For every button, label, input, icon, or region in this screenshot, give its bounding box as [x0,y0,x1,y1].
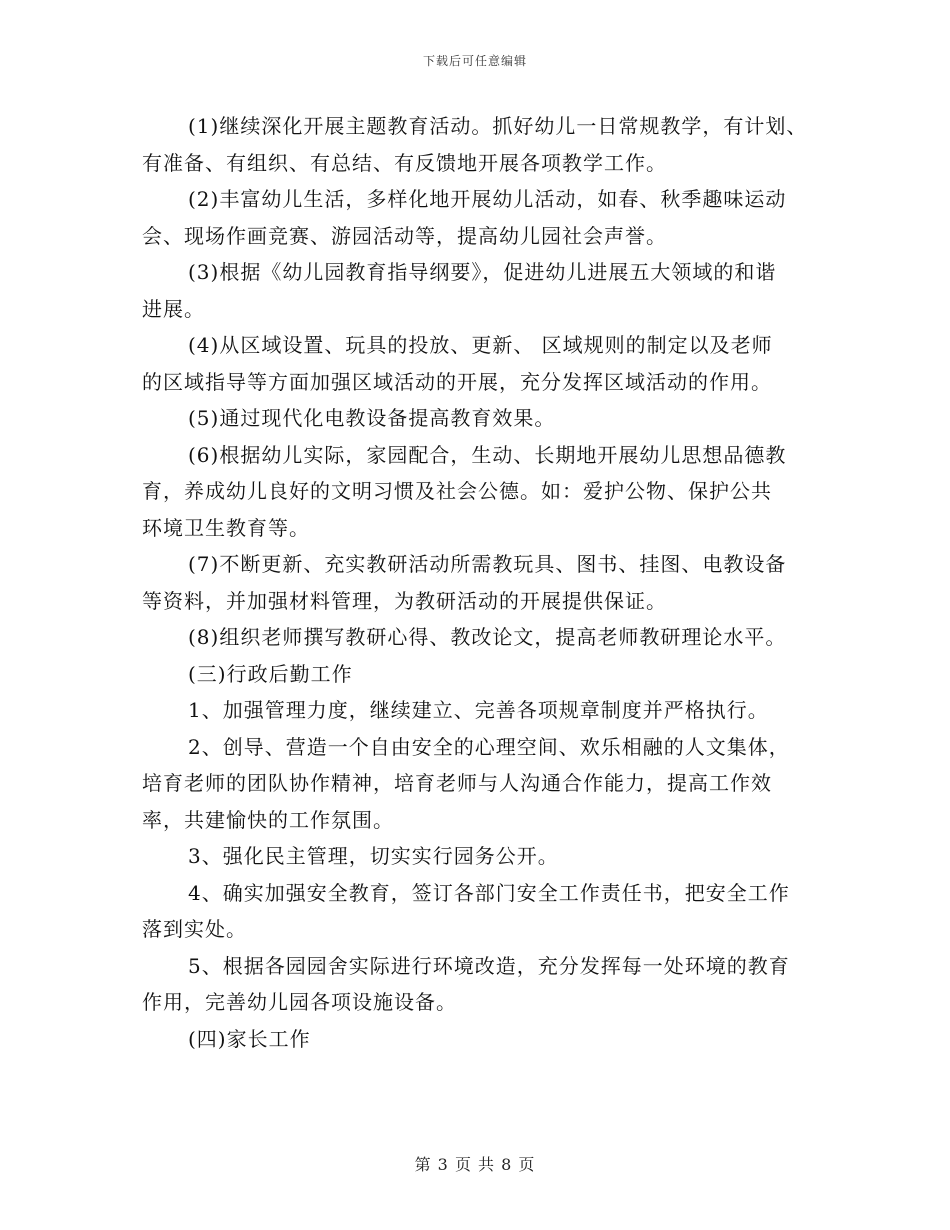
text-line: (4)从区域设置、玩具的投放、更新、 区域规则的制定以及老师 [188,333,773,357]
text-line: 1、加强管理力度，继续建立、完善各项规章制度并严格执行。 [188,698,769,722]
text-line: 的区域指导等方面加强区域活动的开展，充分发挥区域活动的作用。 [142,369,772,394]
text-line: 2、创导、营造一个自由安全的心理空间、欢乐相融的人文集体， [188,734,790,759]
text-line: (2)丰富幼儿生活，多样化地开展幼儿活动，如春、秋季趣味运动 [188,187,787,211]
text-line: 率，共建愉快的工作氛围。 [142,807,394,832]
text-line: 环境卫生教育等。 [142,515,310,540]
text-line: 3、强化民主管理，切实实行园务公开。 [188,844,559,868]
page-footer: 第 3 页 共 8 页 [414,1155,536,1174]
text-line: 等资料，并加强材料管理，为教研活动的开展提供保证。 [142,588,667,613]
document-body [142,108,822,1057]
text-line: 5、根据各园园舍实际进行环境改造，充分发挥每一处环境的教育 [188,953,790,978]
text-line: (3)根据《幼儿园教育指导纲要》，促进幼儿进展五大领域的和谐 [188,260,777,284]
text-line: 育，养成幼儿良好的文明习惯及社会公德。如：爱护公物、保护公共 [142,479,772,503]
text-line: (1)继续深化开展主题教育活动。抓好幼儿一日常规教学，有计划、 [188,114,808,138]
text-line: 会、现场作画竞赛、游园活动等，提高幼儿园社会声誉。 [142,223,667,248]
text-line: 落到实处。 [142,917,247,941]
text-line: (三)行政后勤工作 [188,661,353,686]
text-line: 培育老师的团队协作精神，培育老师与人沟通合作能力，提高工作效 [142,771,772,795]
page-header: 下载后可任意编辑 [422,54,527,68]
text-line: (8)组织老师撰写教研心得、教改论文，提高老师教研理论水平。 [188,625,787,649]
text-line: (5)通过现代化电教设备提高教育效果。 [188,406,556,430]
text-line: (6)根据幼儿实际，家园配合，生动、长期地开展幼儿思想品德教 [188,442,787,467]
text-line: 进展。 [142,296,205,321]
text-line: (四)家长工作 [188,1026,311,1051]
text-line: 有准备、有组织、有总结、有反馈地开展各项教学工作。 [142,150,667,175]
text-line: 4、确实加强安全教育，签订各部门安全工作责任书，把安全工作 [188,880,790,905]
text-line: 作用，完善幼儿园各项设施设备。 [142,990,457,1014]
text-line: (7)不断更新、充实教研活动所需教玩具、图书、挂图、电教设备 [188,552,787,576]
